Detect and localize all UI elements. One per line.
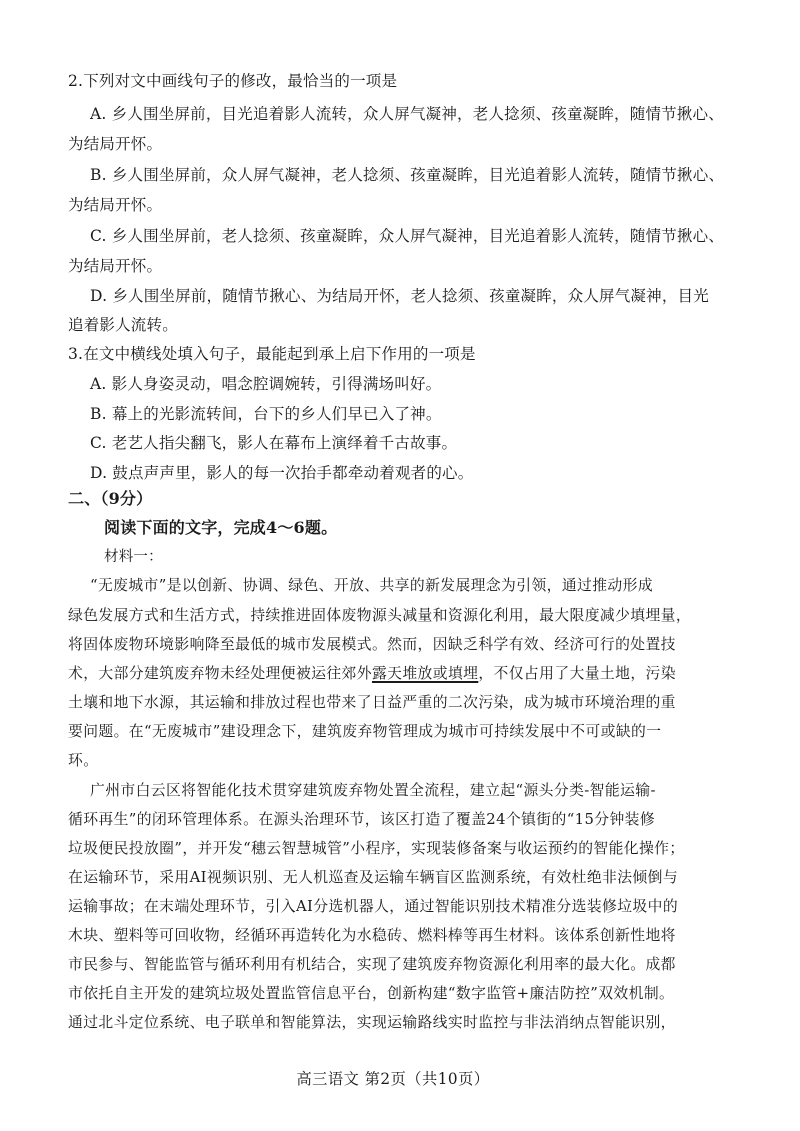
q2-option-b-cont: 为结局开怀。 — [68, 196, 163, 214]
passage-text: ，不仅占用了大量土地，污染 — [478, 665, 676, 682]
passage-text: 术，大部分建筑废弃物未经处理便被运往郊外 — [68, 665, 372, 682]
q2-option-a-cont: 为结局开怀。 — [68, 135, 163, 153]
passage-line — [68, 663, 676, 685]
q2-option-c: C. 乡人围坐屏前，老人捻须、孩童凝眸，众人屏气凝神，目光追着影人流转，随情节揪心、 — [90, 227, 725, 245]
passage-line: 土壤和地下水源，其运输和排放过程也带来了日益严重的二次污染，成为城市环境治理的重 — [68, 694, 676, 711]
reading-instruction: 阅读下面的文字，完成4～6题。 — [104, 518, 338, 537]
passage-line: 在运输环节，采用AI视频识别、无人机巡查及运输车辆盲区监测系统，有效杜绝非法倾倒与 — [68, 869, 679, 886]
q3-option-d: D. 鼓点声声里，影人的每一次抬手都牵动着观者的心。 — [90, 464, 474, 482]
handwritten-underline: 露天堆放或填埋 — [371, 665, 479, 682]
q3-option-b: B. 幕上的光影流转间，台下的乡人们早已入了神。 — [90, 405, 442, 423]
q2-option-d: D. 乡人围坐屏前，随情节揪心、为结局开怀，老人捻须、孩童凝眸，众人屏气凝神，目光 — [90, 287, 709, 305]
passage-line: 要问题。在“无废城市”建设理念下，建筑废弃物管理成为城市可持续发展中不可或缺的一 — [68, 723, 662, 740]
q2-stem: 2.下列对文中画线句子的修改，最恰当的一项是 — [68, 72, 398, 90]
passage-line: 广州市白云区将智能化技术贯穿建筑废弃物处置全流程，建立起“源头分类-智能运输- — [90, 782, 656, 799]
passage-line: 垃圾便民投放圈”，并开发“穗云智慧城管”小程序，实现装修备案与收运预约的智能化操作； — [68, 840, 685, 857]
q2-option-d-cont: 追着影人流转。 — [68, 316, 178, 334]
q2-option-b: B. 乡人围坐屏前，众人屏气凝神，老人捻须、孩童凝眸，目光追着影人流转，随情节揪心、 — [90, 166, 725, 184]
passage-line: 市民参与、智能监管与循环利用有机结合，实现了建筑废弃物资源化利用率的最大化。成都 — [68, 956, 676, 973]
passage-line: 通过北斗定位系统、电子联单和智能算法，实现运输路线实时监控与非法消纳点智能识别， — [68, 1014, 676, 1031]
q2-option-a: A. 乡人围坐屏前，目光追着影人流转，众人屏气凝神，老人捻须、孩童凝眸，随情节揪心、 — [90, 105, 724, 123]
passage-line: 市依托自主开发的建筑垃圾处置监管信息平台，创新构建“数字监管+廉洁防控”双效机制。 — [68, 985, 675, 1002]
passage-line: 运输事故；在末端处理环节，引入AI分选机器人，通过智能识别技术精准分选装修垃圾中的 — [68, 898, 679, 915]
passage-line: 木块、塑料等可回收物，经循环再造转化为水稳砖、燃料棒等再生材料。该体系创新性地将 — [68, 927, 676, 944]
q3-option-c: C. 老艺人指尖翻飞，影人在幕布上演绎着千古故事。 — [90, 434, 458, 452]
section-heading: 二、（9分） — [68, 489, 153, 508]
passage-line: 循环再生”的闭环管理体系。在源头治理环节，该区打造了覆盖24个镇街的“15分钟装修 — [68, 811, 656, 828]
material-label: 材料一： — [104, 549, 163, 565]
passage-line: 绿色发展方式和生活方式，持续推进固体废物源头减量和资源化利用，最大限度减少填埋量， — [68, 607, 692, 624]
passage-line: 环。 — [68, 752, 99, 769]
page-footer: 高三语文 第2页（共10页） — [296, 1070, 490, 1088]
passage-line: 将固体废物环境影响降至最低的城市发展模式。然而，因缺乏科学有效、经济可行的处置技 — [68, 636, 676, 653]
q3-option-a: A. 影人身姿灵动，唱念腔调婉转，引得满场叫好。 — [90, 375, 442, 393]
q2-option-c-cont: 为结局开怀。 — [68, 257, 163, 275]
q3-stem: 3.在文中横线处填入句子，最能起到承上启下作用的一项是 — [68, 345, 476, 363]
passage-line: “无废城市”是以创新、协调、绿色、开放、共享的新发展理念为引领，通过推动形成 — [90, 577, 654, 594]
